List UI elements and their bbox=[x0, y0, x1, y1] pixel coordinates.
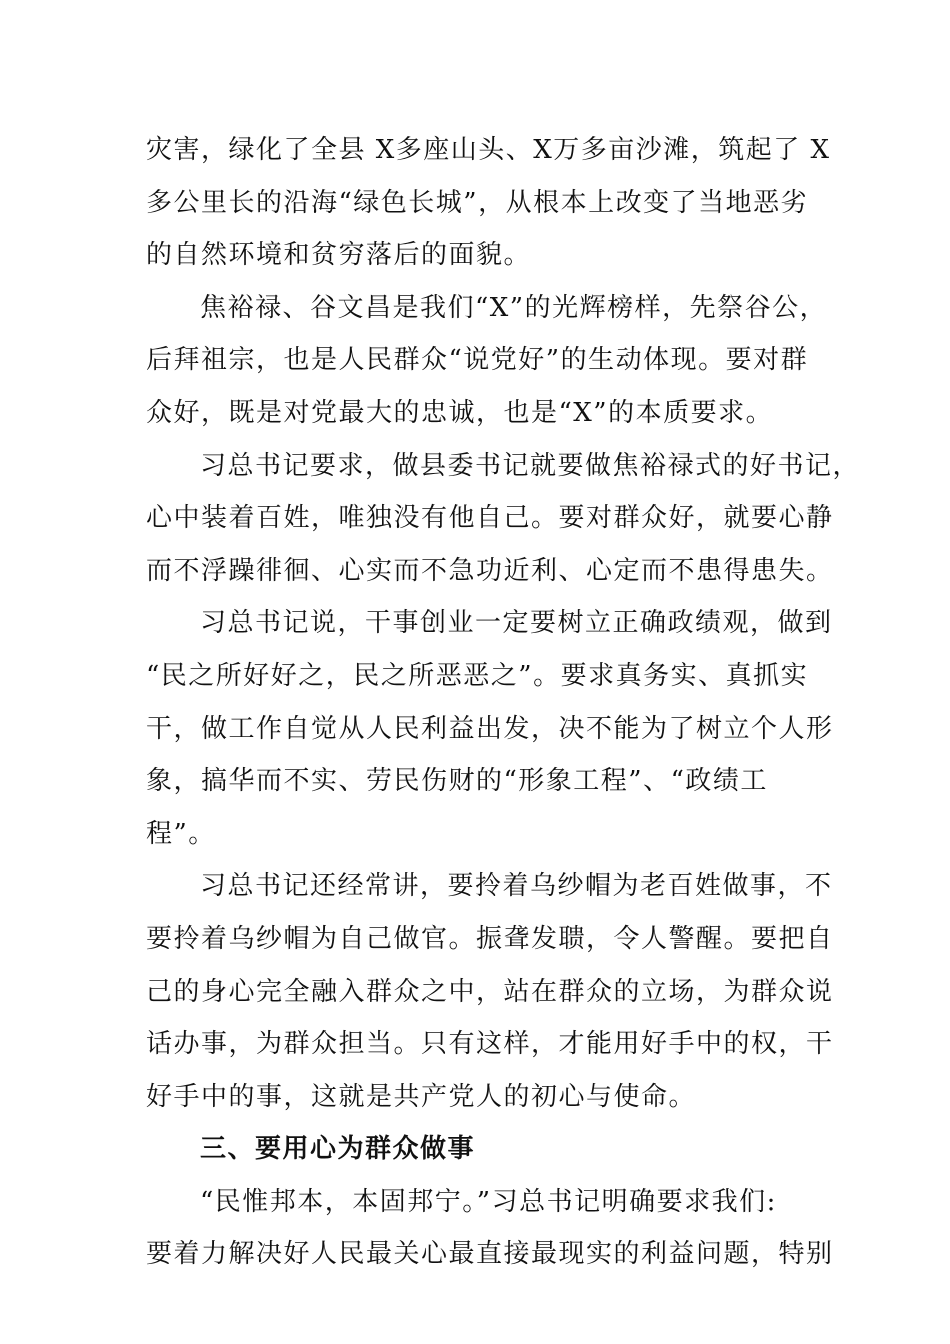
section-heading: 三、要用心为群众做事 bbox=[200, 1134, 476, 1165]
text-line: 的自然环境和贫穷落后的面貌。 bbox=[146, 240, 532, 271]
text-line: 焦裕禄、谷文昌是我们“X”的光辉榜样，先祭谷公， bbox=[200, 292, 828, 323]
text-line: 灾害，绿化了全县 X多座山头、X万多亩沙滩，筑起了 X bbox=[146, 135, 831, 165]
text-line: 习总书记还经常讲，要拎着乌纱帽为老百姓做事，不 bbox=[200, 871, 833, 902]
text-line: 多公里长的沿海“绿色长城”，从根本上改变了当地恶劣 bbox=[146, 187, 809, 218]
text-line: 众好，既是对党最大的忠诚，也是“X”的本质要求。 bbox=[146, 397, 774, 428]
text-line: 后拜祖宗，也是人民群众“说党好”的生动体现。要对群 bbox=[146, 345, 809, 376]
text-line: 象，搞华而不实、劳民伤财的“形象工程”、“政绩工 bbox=[146, 766, 768, 797]
text-line: 程”。 bbox=[146, 818, 216, 849]
body-text bbox=[146, 124, 861, 1281]
text-line: 习总书记说，干事创业一定要树立正确政绩观，做到 bbox=[200, 608, 833, 639]
text-line: 而不浮躁徘徊、心实而不急功近利、心定而不患得患失。 bbox=[146, 555, 834, 586]
text-line: “民之所好好之，民之所恶恶之”。要求真务实、真抓实 bbox=[146, 660, 809, 691]
text-line: 心中装着百姓，唯独没有他自己。要对群众好，就要心静 bbox=[146, 503, 834, 534]
text-line: 己的身心完全融入群众之中，站在群众的立场，为群众说 bbox=[146, 976, 834, 1007]
text-line: 要拎着乌纱帽为自己做官。振聋发聩，令人警醒。要把自 bbox=[146, 923, 834, 954]
text-line: 要着力解决好人民最关心最直接最现实的利益问题，特别 bbox=[146, 1239, 834, 1270]
text-line: 干，做工作自觉从人民利益出发，决不能为了树立个人形 bbox=[146, 713, 834, 744]
text-line: 好手中的事，这就是共产党人的初心与使命。 bbox=[146, 1081, 697, 1112]
text-line: 话办事，为群众担当。只有这样，才能用好手中的权，干 bbox=[146, 1029, 834, 1060]
text-line: 习总书记要求，做县委书记就要做焦裕禄式的好书记， bbox=[200, 450, 861, 481]
text-line: “民惟邦本，本固邦宁。”习总书记明确要求我们: bbox=[200, 1186, 777, 1217]
